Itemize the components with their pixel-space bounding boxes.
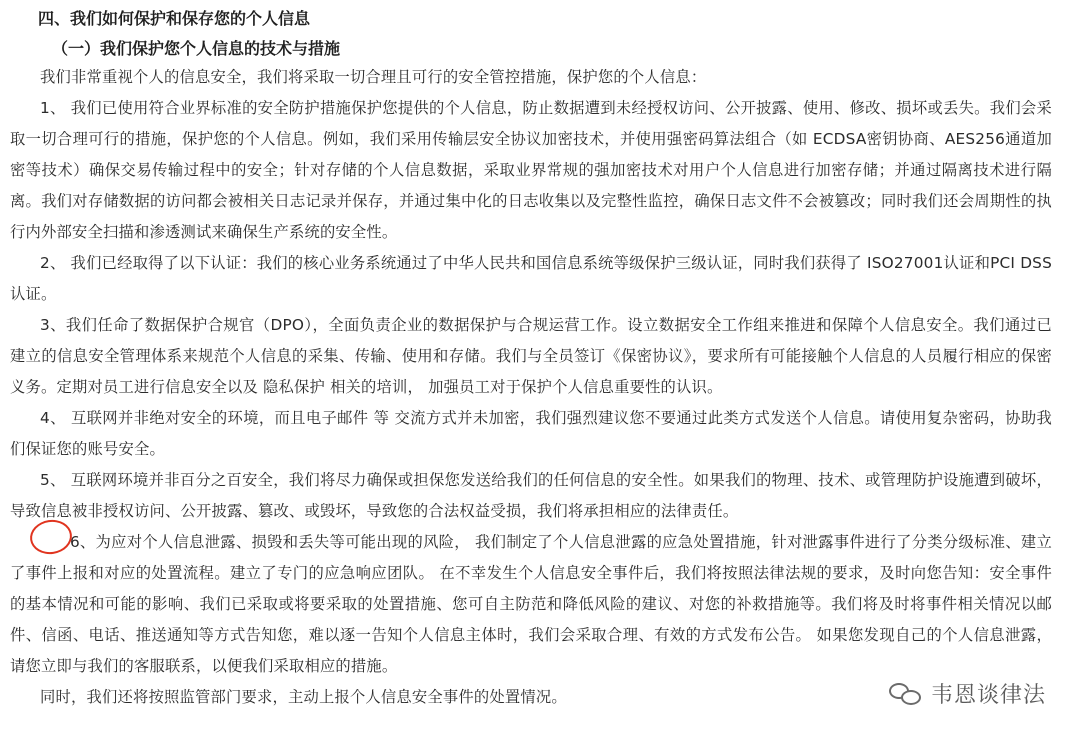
item-5-paragraph: 5、 互联网环境并非百分之百安全，我们将尽力确保或担保您发送给我们的任何信息的安全性。如果我们的物理、技术、或管理防护设施遭到破坏，导致信息被非授权访问、公开披露、篡改、或毁坏，导致您的合法权益受损，我们将承担相应的法律责任。 xyxy=(10,471,1052,520)
wechat-icon xyxy=(889,681,923,707)
watermark-text: 韦恩谈律法 xyxy=(930,683,1046,708)
intro-paragraph: 我们非常重视个人的信息安全，我们将采取一切合理且可行的安全管控措施，保护您的个人信息： xyxy=(40,68,707,86)
watermark xyxy=(885,676,1050,711)
item-1-paragraph: 1、 我们已使用符合业界标准的安全防护措施保护您提供的个人信息，防止数据遭到未经授权访问、公开披露、使用、修改、损坏或丢失。我们会采取一切合理可行的措施，保护您的个人信息。例如，我们采用传输层安全协议加密技术，并使用强密码算法组合（如 ECDSA密钥协商、AES256通道加密等技术）确保交易传输过程中的安全；针对存储的个人信息数据，采取业界常规的强加密技术对用户个人信息进行加密存储；并通过隔离技术进行隔离。我们对存储数据的访问都会被相关日志记录并保存，并通过集中化的日志收集以及完整性监控，确保日志文件不会被篡改；同时我们还会周期性的执行内外部安全扫描和渗透测试来确保生产系统的安全性。 xyxy=(10,99,1052,241)
closing-paragraph: 同时，我们还将按照监管部门要求，主动上报个人信息安全事件的处置情况。 xyxy=(40,688,567,706)
item-4-paragraph: 4、 互联网并非绝对安全的环境，而且电子邮件 等 交流方式并未加密，我们强烈建议您不要通过此类方式发送个人信息。请使用复杂密码，协助我们保证您的账号安全。 xyxy=(10,409,1052,458)
item-2-paragraph: 2、 我们已经取得了以下认证：我们的核心业务系统通过了中华人民共和国信息系统等级保护三级认证，同时我们获得了 ISO27001认证和PCI DSS认证。 xyxy=(10,254,1052,303)
sub-title: （一）我们保护您个人信息的技术与措施 xyxy=(52,39,341,58)
circled-item-number: 6、 xyxy=(40,527,95,558)
section-title: 四、我们如何保护和保存您的个人信息 xyxy=(38,9,311,28)
item-3-paragraph: 3、我们任命了数据保护合规官（DPO），全面负责企业的数据保护与合规运营工作。设立数据安全工作组来推进和保障个人信息安全。我们通过已建立的信息安全管理体系来规范个人信息的采集、传输、使用和存储。我们与全员签订《保密协议》，要求所有可能接触个人信息的人员履行相应的保密义务。定期对员工进行信息安全以及 隐私保护 相关的培训， 加强员工对于保护个人信息重要性的认识。 xyxy=(10,316,1052,396)
item-6-paragraph xyxy=(10,527,1052,682)
item-6-text: 为应对个人信息泄露、损毁和丢失等可能出现的风险， 我们制定了个人信息泄露的应急处置措施，针对泄露事件进行了分类分级标准、建立了事件上报和对应的处置流程。建立了专门的应急响应团队。 在不幸发生个人信息安全事件后，我们将按照法律法规的要求，及时向您告知：安全事件的基本情况和可能的影响、我们已采取或将要采取的处置措施、您可自主防范和降低风险的建议、对您的补救措施等。我们将及时将事件相关情况以邮件、信函、电话、推送通知等方式告知您，难以逐一告知个人信息主体时，我们会采取合理、有效的方式发布公告。 如果您发现自己的个人信息泄露，请您立即与我们的客服联系，以便我们采取相应的措施。 xyxy=(10,533,1052,675)
